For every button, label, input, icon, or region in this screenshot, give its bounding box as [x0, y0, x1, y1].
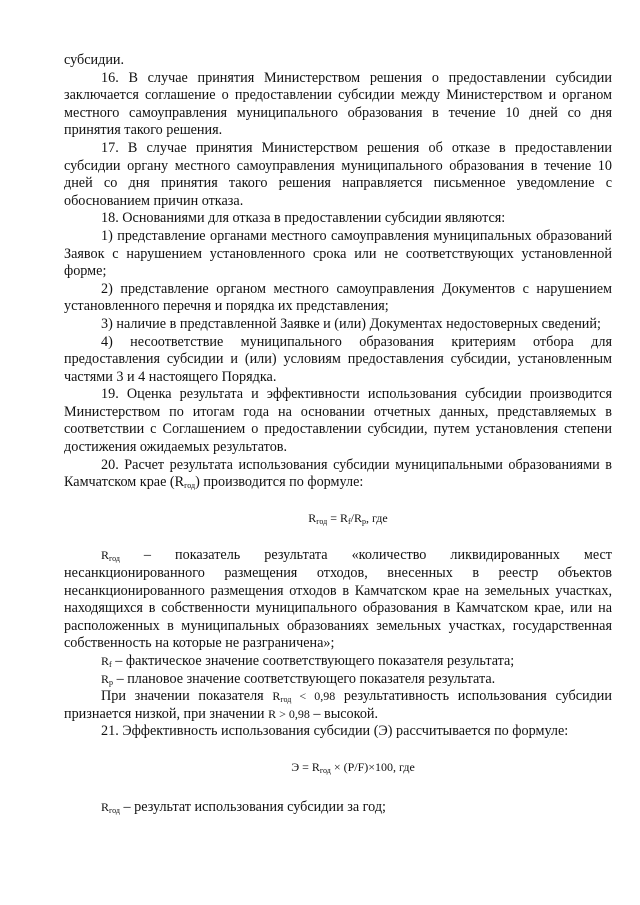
definition-r-god-result: $R_{год}$ – результат использования субсидии за год; [101, 798, 386, 815]
r-god-symbol: $R_{год}$ [174, 474, 196, 491]
paragraph-20-end: ) производится по формуле: [195, 474, 364, 491]
formula-efficiency: $Э = R_{год} \times (P/F)\times 100$, где [291, 759, 415, 775]
definition-r-god: $R_{год}$ – показатель результата «количество ликвидированных мест несанкционированного размещения отходов, внесенных в реестр объектов несанкционированного размещения отходов в Камчатском крае на земельных участках, находящихся в собственности муниципального образования в Камчатском крае, или на расположенных в муниципальных образованиях земельных участках, государственная собственность на которые не разграничена»; [64, 547, 612, 652]
paragraph-16: 16. В случае принятия Министерством решения о предоставлении субсидии заключается соглашение о предоставлении субсидии между Министерством и органом местного самоуправления муниципального образования в течение 10 дней со дня принятия такого решения. [64, 69, 612, 139]
paragraph-18: 18. Основаниями для отказа в предоставлении субсидии являются: [101, 210, 506, 227]
paragraph-17: 17. В случае принятия Министерством решения об отказе в предоставлении субсидии органу местного самоуправления муниципального образования в течение 10 дней со дня принятия такого решения направляется письменное уведомление с обоснованием причин отказа. [64, 139, 612, 209]
paragraph-continuation: субсидии. [64, 52, 125, 68]
paragraph-21: 21. Эффективность использования субсидии (Э) рассчитывается по формуле: [101, 723, 569, 740]
paragraph-18-item-2: 2) представление органом местного самоуправления Документов с нарушением установленного перечня и порядка их представления; [64, 280, 612, 315]
paragraph-18-item-1: 1) представление органами местного самоуправления муниципальных образований Заявок с нарушением установленного срока или не соответствующих установленной форме; [64, 227, 612, 280]
definition-r-f: $R_f$ – фактическое значение соответствующего показателя результата; [101, 653, 515, 669]
paragraph-20-start: 20. Расчет результата использования субсидии муниципальными образованиями в Камчатском крае ( [64, 456, 612, 491]
paragraph-20 [64, 457, 612, 492]
formula-result: $R_{год} = R_f/R_p$, где [308, 510, 388, 526]
paragraph-18-item-4: 4) несоответствие муниципального образования критериям отбора для предоставления субсидии и (или) условиям предоставления субсидии, установленным частями 3 и 4 настоящего Порядка. [64, 333, 612, 385]
definition-r-p: $R_p$ – плановое значение соответствующего показателя результата. [101, 670, 496, 687]
evaluation-criteria: При значении показателя $R_{год} < 0,98$ результативность использования субсидии признается низкой, при значении R > 0,98 – высокой. [64, 688, 612, 722]
paragraph-18-item-3: 3) наличие в представленной Заявке и (или) Документах недостоверных сведений; [101, 315, 601, 332]
paragraph-19: 19. Оценка результата и эффективности использования субсидии производится Министерством по итогам года на основании отчетных данных, представляемых в соответствии с Соглашением о предоставлении субсидии, путем установления степени достижения ожидаемых результатов. [64, 386, 612, 456]
